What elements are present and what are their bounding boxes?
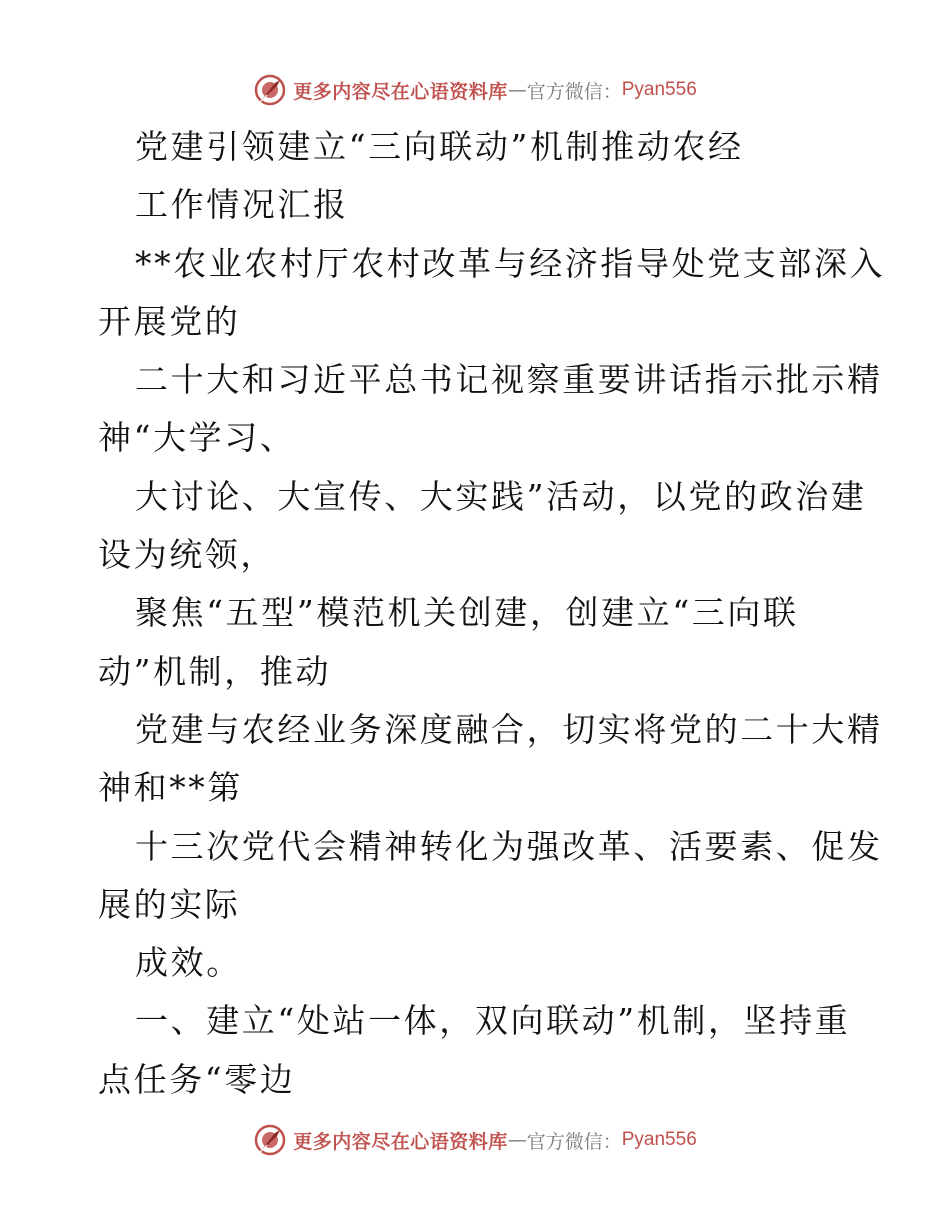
text-line: 成效。 bbox=[135, 943, 242, 983]
watermark-wechat-label: 官方微信： bbox=[526, 1130, 622, 1153]
text-line: 工作情况汇报 bbox=[135, 185, 349, 225]
quill-pen-logo-icon bbox=[253, 1123, 287, 1157]
text-line: 大讨论、大宣传、大实践”活动，以党的政治建 bbox=[135, 476, 867, 516]
text-line: 展的实际 bbox=[98, 884, 241, 924]
text-line: **农业农村厅农村改革与经济指导处党支部深入 bbox=[135, 243, 886, 283]
watermark-title: 更多内容尽在心语资料库 bbox=[293, 1130, 508, 1153]
watermark-wechat-id: Pyan556 bbox=[621, 79, 697, 100]
quill-pen-logo-icon bbox=[253, 73, 287, 107]
text-line: 十三次党代会精神转化为强改革、活要素、促发 bbox=[135, 826, 883, 866]
watermark-dash: — bbox=[507, 1129, 527, 1151]
text-line: 神和**第 bbox=[98, 768, 243, 808]
text-line: 党建与农经业务深度融合，切实将党的二十大精 bbox=[135, 709, 883, 749]
document-body bbox=[98, 118, 886, 1109]
text-line: 神“大学习、 bbox=[98, 418, 296, 458]
text-line: 开展党的 bbox=[98, 301, 241, 341]
text-line: 点任务“零边 bbox=[98, 1059, 296, 1099]
text-line: 一、建立“处站一体，双向联动”机制，坚持重 bbox=[135, 1001, 851, 1041]
text-line: 设为统领， bbox=[98, 535, 276, 575]
watermark-title: 更多内容尽在心语资料库 bbox=[293, 80, 508, 103]
watermark-dash: — bbox=[507, 79, 527, 101]
text-line: 动”机制，推动 bbox=[98, 651, 332, 691]
header-watermark bbox=[0, 70, 950, 110]
footer-watermark bbox=[0, 1120, 950, 1160]
text-line: 聚焦“五型”模范机关创建，创建立“三向联 bbox=[135, 593, 799, 633]
watermark-wechat-id: Pyan556 bbox=[621, 1129, 697, 1150]
text-line: 二十大和习近平总书记视察重要讲话指示批示精 bbox=[135, 360, 883, 400]
watermark-wechat-label: 官方微信： bbox=[526, 80, 622, 103]
text-line: 党建引领建立“三向联动”机制推动农经 bbox=[135, 127, 744, 166]
